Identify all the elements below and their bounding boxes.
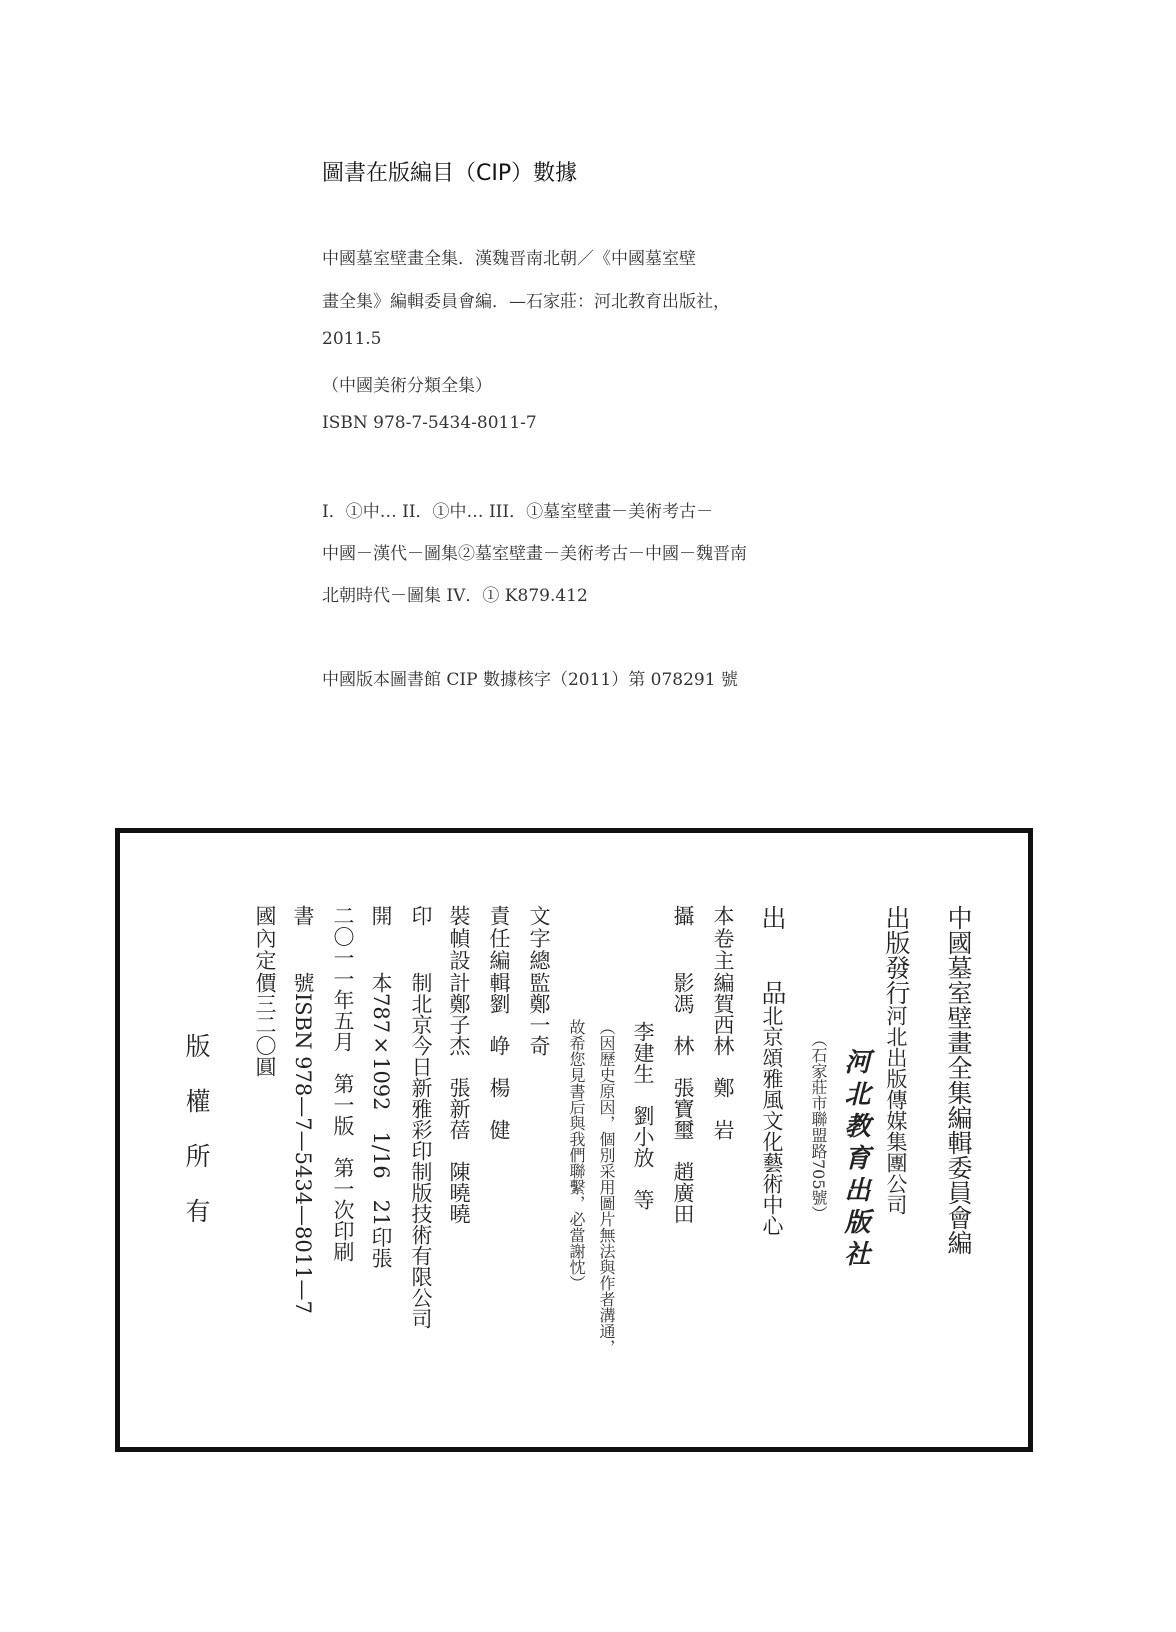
printer: 北京今日新雅彩印制版技術有限公司 [409,993,433,1329]
responsible-editors: 劉 峥 楊 健 [487,993,511,1140]
cip-line: （中國美術分類全集） [322,376,492,396]
format-column [370,905,391,1268]
text-director-label: 文字總監 [527,905,551,993]
isbn: ISBN 978—7—5434—8011—7 [291,993,315,1314]
copyright-notice: 版權所有 [182,1033,211,1253]
format: 787×1092 1/16 21印張 [369,993,393,1269]
responsible-editor-label: 責任編輯 [487,905,511,993]
publisher-label: 出版發行 [882,905,911,1005]
cip-classification: 北朝時代－圖集 IV．① K879.412 [322,586,588,606]
responsible-editor-column [488,905,509,1140]
price-column [254,905,275,1077]
cip-line: 2011.5 [322,329,382,349]
photo-label: 攝 影 [671,905,695,993]
isbn-label: 書 號 [291,905,315,993]
format-label: 開 本 [369,905,393,993]
design-column [448,905,469,1224]
editor-suffix: 編 [944,1230,973,1255]
editor-column [946,905,971,1255]
cip-classification: I．①中… II．①中… III．①墓室壁畫－美術考古－ [322,502,714,522]
cip-verification: 中國版本圖書館 CIP 數據核字（2011）第 078291 號 [322,670,738,690]
isbn-column [292,905,313,1314]
publisher-logo: 河北教育出版社 [840,1048,870,1272]
editor: 中國墓室壁畫全集編輯委員會 [944,905,973,1230]
cip-line: 畫全集》編輯委員會編．—石家莊：河北教育出版社， [322,292,730,312]
publisher-column [884,905,909,1215]
price: 三二〇圓 [253,993,277,1077]
text-director-column [528,905,549,1056]
design-label: 裝幀設計 [447,905,471,993]
text-director: 鄭一奇 [527,993,551,1056]
price-label: 國內定價 [253,905,277,993]
producer-column [760,905,785,1236]
cip-isbn: ISBN 978-7-5434-8011-7 [322,413,537,433]
producer-label: 出 品 [758,905,787,1005]
designers: 鄭子杰 張新蓓 陳曉曉 [447,993,471,1224]
printer-column [410,905,431,1329]
publisher-address: （石家莊市聯盟路705號） [809,1031,828,1222]
photo-column [672,905,693,1224]
volume-editor-label: 本卷主編 [711,905,735,993]
edition: 二〇一一年五月 第一版 第一次印刷 [331,905,355,1262]
note-line: 故希您見書后與我們聯繫，必當謝忱） [567,1019,586,1291]
cip-line: 中國墓室壁畫全集．漢魏晋南北朝／《中國墓室壁 [322,249,696,269]
colophon-box [115,828,1033,1452]
photographers: 馮 林 張寶璽 趙廣田 [671,993,695,1224]
cip-title: 圖書在版編目（CIP）數據 [322,161,578,186]
note-line: （因歷史原因，個別采用圖片無法與作者溝通， [597,1019,616,1355]
publisher-group: 河北出版傳媒集團公司 [884,1005,908,1215]
printer-label: 印 制 [409,905,433,993]
cip-classification: 中國－漢代－圖集②墓室壁畫－美術考古－中國－魏晋南 [322,544,747,564]
producer: 北京頌雅風文化藝術中心 [760,1005,784,1236]
volume-editor-column [712,905,733,1140]
photographers-continued: 李建生 劉小放 等 [631,1021,655,1210]
volume-editors: 賀西林 鄭 岩 [711,993,735,1140]
